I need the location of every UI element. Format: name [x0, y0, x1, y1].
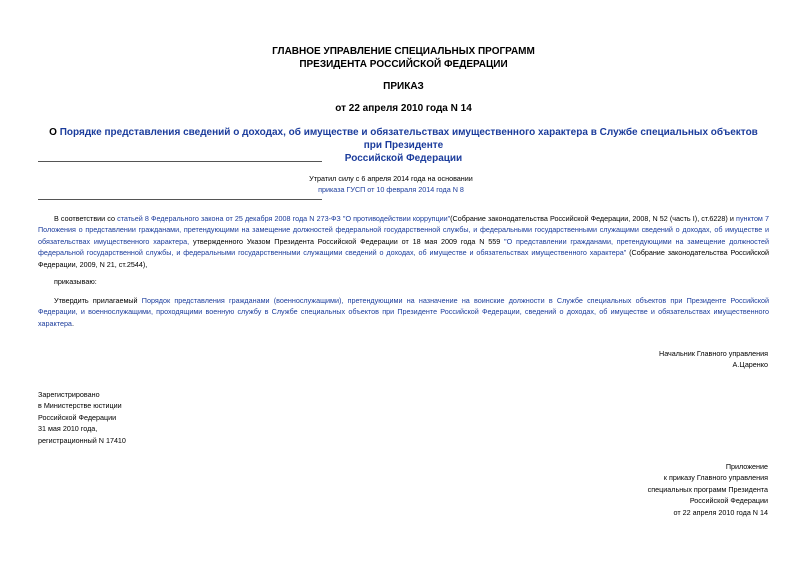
- status-text: Утратил силу с 6 апреля 2014 года на основании: [309, 174, 473, 183]
- registration-line-2: в Министерстве юстиции: [38, 401, 122, 411]
- appendix-line-2: к приказу Главного управления: [663, 473, 768, 483]
- divider-bottom: [38, 199, 322, 200]
- registration-line-4: 31 мая 2010 года,: [38, 424, 98, 434]
- status-block: [296, 173, 486, 196]
- signature-position: Начальник Главного управления: [659, 349, 768, 358]
- status-link[interactable]: приказа ГУСП от 10 февраля 2014 года N 8: [318, 185, 464, 195]
- regulation-link[interactable]: пунктом 7 Положения о представлении гражданами, претендующими на замещение должностей федеральной государственной службы, и федеральными государственными служащими сведений о доходах, об имуществе и обязательствах имущественного характера,: [38, 214, 769, 246]
- document-date-number: от 22 апреля 2010 года N 14: [335, 103, 472, 114]
- agency-name-line-2: ПРЕЗИДЕНТА РОССИЙСКОЙ ФЕДЕРАЦИИ: [299, 59, 508, 70]
- agency-name-line-1: ГЛАВНОЕ УПРАВЛЕНИЕ СПЕЦИАЛЬНЫХ ПРОГРАММ: [272, 46, 535, 57]
- signature-name: А.Царенко: [732, 360, 768, 370]
- appendix-line-1: Приложение: [725, 462, 768, 471]
- decree-link[interactable]: "О представлении гражданами, претендующими на замещение должностей федеральной государственной службы, и федеральными государственными служащими сведений о доходах, об имуществе и обязательствах имущественного характера": [38, 236, 769, 258]
- title-prefix: О: [49, 127, 60, 138]
- appendix-line-4: Российской Федерации: [689, 496, 768, 506]
- registration-line-5: регистрационный N 17410: [38, 435, 126, 445]
- law-link[interactable]: статьей 8 Федерального закона от 25 декабря 2008 года N 273-ФЗ "О противодействии коррупции": [117, 214, 451, 223]
- appendix-line-3: специальных программ Президента: [647, 484, 768, 494]
- title-link[interactable]: Порядке представления сведений о доходах, об имуществе и обязательствах имущественного характера в Службе специальных объектов при Президенте Российской Федерации: [59, 127, 758, 164]
- document-type: ПРИКАЗ: [383, 81, 424, 92]
- registration-line-3: Российской Федерации: [38, 412, 117, 422]
- paragraph-approve: Утвердить прилагаемый Порядок представления гражданами (военнослужащими), претендующими на назначение на воинские должности в Службе специальных объектов при Президенте Российской Федерации, и военнослужащими, проходящими военную службу в Службе специальных объектов при Президенте Российской Федерации, сведений о доходах, об имуществе и обязательствах имущественного характера.: [38, 296, 769, 328]
- page-title: [0, 126, 807, 165]
- registration-line-1: Зарегистрировано: [38, 390, 100, 399]
- paragraph-basis: В соответствии со статьей 8 Федерального закона от 25 декабря 2008 года N 273-ФЗ "О противодействии коррупции"(Собрание законодательства Российской Федерации, 2008, N 52 (часть I), ст.6228) и пунктом 7 Положения о представлении гражданами, претендующими на замещение должностей федеральной государственной службы, и федеральными государственными служащими сведений о доходах, об имуществе и обязательствах имущественного характера, утвержденного Указом Президента Российской Федерации от 18 мая 2009 года N 559 "О представлении гражданами, претендующими на замещение должностей федеральной государственной службы, и федеральными государственными служащими сведений о доходах, об имуществе и обязательствах имущественного характера" (Собрание законодательства Российской Федерации, 2009, N 21, ст.2544),: [38, 214, 769, 269]
- appendix-line-5: от 22 апреля 2010 года N 14: [673, 507, 768, 517]
- order-word: приказываю:: [54, 277, 97, 286]
- appendix-block: [648, 461, 768, 518]
- procedure-link[interactable]: Порядок представления гражданами (военнослужащими), претендующими на назначение на воинские должности в Службе специальных объектов при Президенте Российской Федерации, и военнослужащими, проходящими военную службу в Службе специальных объектов при Президенте Российской Федерации, сведений о доходах, об имуществе и обязательствах имущественного характера: [38, 296, 769, 328]
- signature-block: [659, 348, 768, 371]
- registration-block: [38, 389, 126, 446]
- divider-top: [38, 161, 322, 162]
